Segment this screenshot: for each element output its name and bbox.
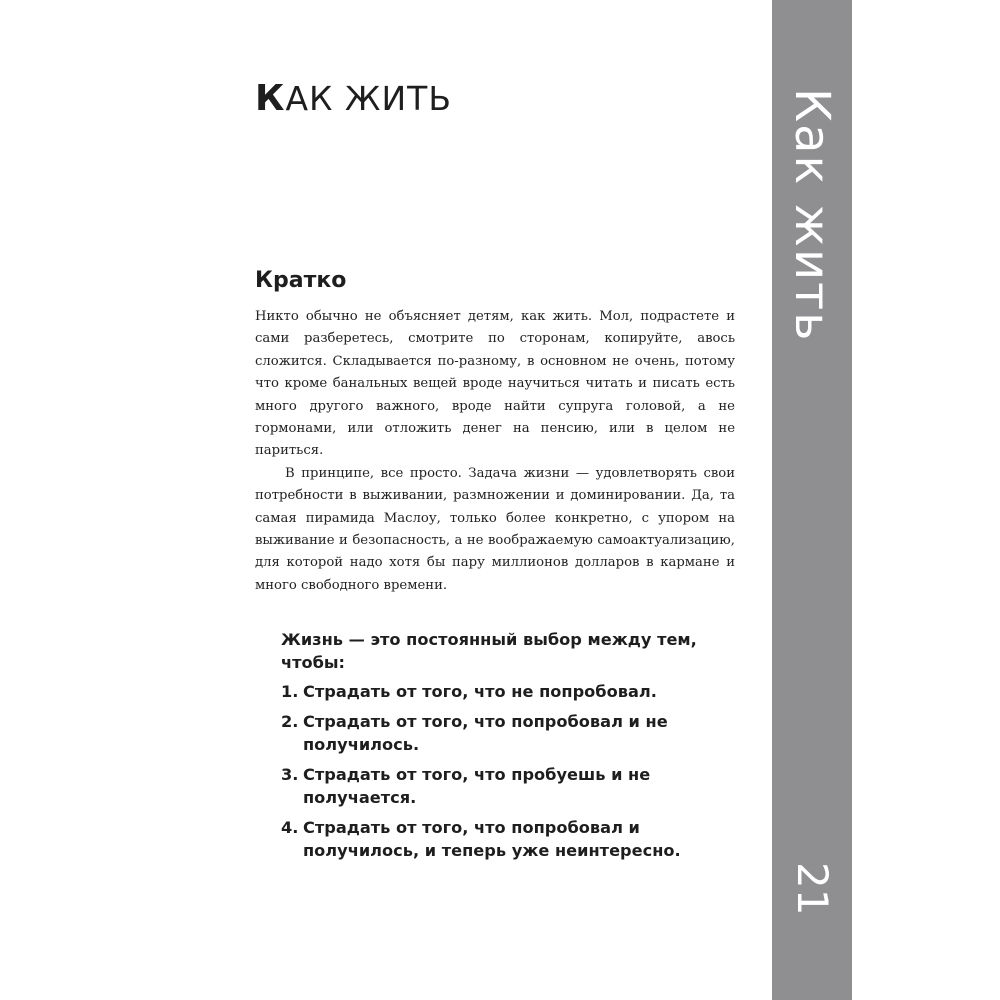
section-heading: Кратко [255, 268, 347, 293]
page-number: 21 [788, 862, 837, 916]
paragraph-2: В принципе, все просто. Задача жизни — удовлетворять свои потребности в выживании, размножении и доминировании. Да, та самая пирамида Маслоу, только более конкретно, с упором на выживание и безопасность, а не воображаемую самоактуализацию, для которой надо хотя бы пару миллионов долларов в кармане и много свободного времени. [255, 465, 735, 593]
side-tab-title: Как жить [784, 88, 840, 343]
list-item-text: Страдать от того, что пробуешь и не получается. [303, 765, 651, 807]
paragraph-1: Никто обычно не объясняет детям, как жить. Мол, подрастете и сами разберетесь, смотрите по сторонам, копируйте, авось сложится. Складывается по-разному, в основном не очень, потому что кроме банальных вещей вроде научиться читать и писать есть много другого важного, вроде найти супруга головой, а не гормонами, или отложить денег на пенсию, или в целом не париться. [255, 309, 735, 459]
list-item-number: 2. [281, 712, 299, 731]
list-item-number: 4. [281, 818, 299, 837]
list-item [281, 680, 721, 703]
list-item-number: 1. [281, 682, 299, 701]
list-item-text: Страдать от того, что попробовал и не получилось. [303, 712, 668, 754]
list-item-number: 3. [281, 765, 299, 784]
list-item-text: Страдать от того, что попробовал и получилось, и теперь уже неинтересно. [303, 818, 681, 860]
list-item [281, 710, 721, 756]
list-item [281, 763, 721, 809]
list-item [281, 816, 721, 862]
callout-box [281, 628, 721, 869]
callout-list [281, 680, 721, 862]
chapter-title-initial: К [255, 78, 286, 119]
callout-intro: Жизнь — это постоянный выбор между тем, чтобы: [281, 630, 697, 672]
body-text [255, 306, 735, 597]
chapter-title [255, 78, 452, 119]
chapter-title-rest: АК ЖИТЬ [285, 79, 452, 118]
list-item-text: Страдать от того, что не попробовал. [303, 682, 657, 701]
